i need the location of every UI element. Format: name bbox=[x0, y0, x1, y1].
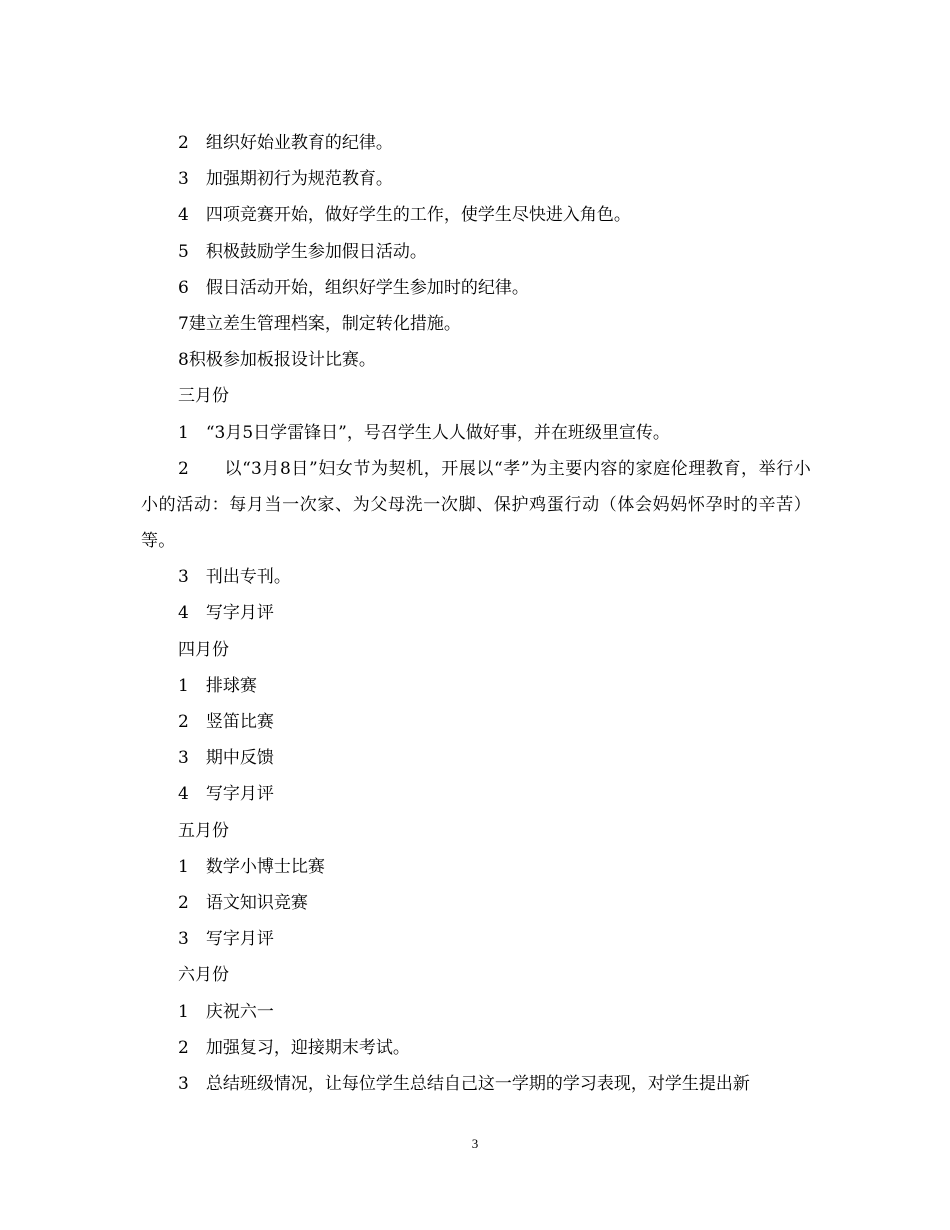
text-line: 3 刊出专刊。 bbox=[178, 567, 291, 588]
text-line: 4 写字月评 bbox=[178, 603, 274, 624]
text-line: 2 加强复习，迎接期末考试。 bbox=[178, 1037, 410, 1058]
text-line: 4 四项竞赛开始，做好学生的工作，使学生尽快进入角色。 bbox=[178, 205, 631, 226]
text-line: 2 组织好始业教育的纪律。 bbox=[178, 133, 393, 153]
text-line: 5 积极鼓励学生参加假日活动。 bbox=[178, 241, 427, 262]
section-heading: 六月份 bbox=[178, 965, 229, 986]
text-line: 2 语文知识竞赛 bbox=[178, 892, 308, 913]
document-body bbox=[141, 125, 811, 1102]
section-heading: 五月份 bbox=[178, 820, 229, 841]
section-heading: 四月份 bbox=[178, 639, 229, 660]
text-line: 8积极参加板报设计比赛。 bbox=[178, 350, 376, 371]
section-heading: 三月份 bbox=[178, 386, 229, 407]
text-line: 6 假日活动开始，组织好学生参加时的纪律。 bbox=[178, 277, 529, 298]
text-line: 2 竖笛比赛 bbox=[178, 712, 274, 733]
page-number: 3 bbox=[471, 1136, 479, 1151]
text-line: 1 庆祝六一 bbox=[178, 1001, 274, 1022]
text-line: 4 写字月评 bbox=[178, 784, 274, 805]
text-line: 1 数学小博士比赛 bbox=[178, 856, 325, 877]
text-line: 3 写字月评 bbox=[178, 929, 274, 950]
text-line: 3 加强期初行为规范教育。 bbox=[178, 169, 393, 190]
text-line: 3 期中反馈 bbox=[178, 748, 274, 769]
text-line: 1 排球赛 bbox=[178, 675, 257, 696]
text-line: 3 总结班级情况，让每位学生总结自己这一学期的学习表现，对学生提出新 bbox=[178, 1073, 750, 1094]
text-line: 1 “3月5日学雷锋日”，号召学生人人做好事，并在班级里宣传。 bbox=[178, 422, 670, 443]
text-paragraph: 2 以“3月8日”妇女节为契机，开展以“孝”为主要内容的家庭伦理教育，举行小小的活动：每月当一次家、为父母洗一次脚、保护鸡蛋行动（体会妈妈怀孕时的辛苦）等。 bbox=[141, 458, 811, 552]
text-line: 7建立差生管理档案，制定转化措施。 bbox=[178, 313, 461, 334]
